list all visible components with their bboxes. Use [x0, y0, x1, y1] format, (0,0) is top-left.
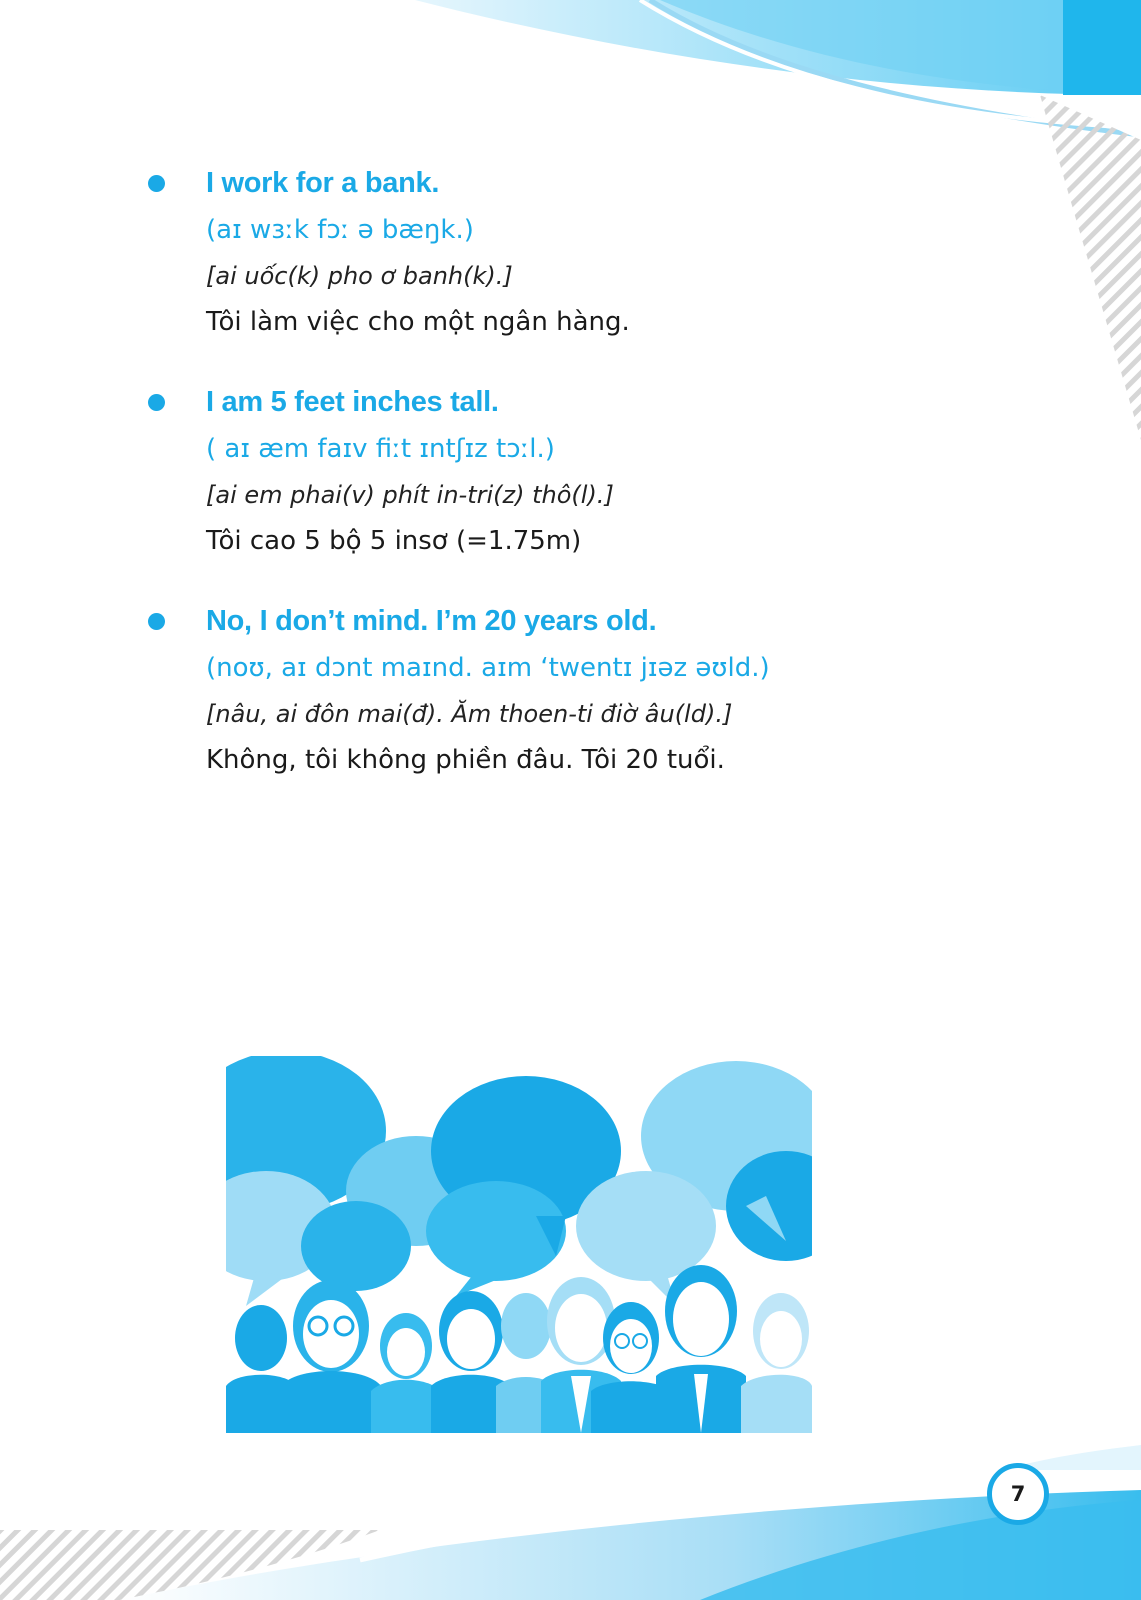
- bullet-icon: [148, 175, 165, 192]
- vietnamese-pronunciation: [ai em phai(v) phít in-tri(z) thô(l).]: [206, 481, 614, 509]
- phrase-list: [140, 160, 940, 817]
- english-phrase: I work for a bank.: [206, 167, 440, 199]
- bullet-icon: [148, 613, 165, 630]
- page-number-badge: [987, 1463, 1049, 1525]
- crowd-speech-bubbles-illustration: [226, 1056, 812, 1433]
- ipa-transcription: (noʊ, aɪ dɔnt maɪnd. aɪm ‘twentɪ jɪəz əʊld.): [206, 653, 770, 683]
- ipa-transcription: ( aɪ æm faɪv fiːt ɪntʃɪz tɔːl.): [206, 434, 555, 464]
- ipa-transcription: (aɪ wɜːk fɔː ə bæŋk.): [206, 215, 474, 245]
- english-phrase: No, I don’t mind. I’m 20 years old.: [206, 605, 657, 637]
- phrase-item: [140, 598, 940, 783]
- english-phrase: I am 5 feet inches tall.: [206, 386, 499, 418]
- vietnamese-meaning: Không, tôi không phiền đâu. Tôi 20 tuổi.: [206, 745, 725, 775]
- vietnamese-pronunciation: [nâu, ai đôn mai(đ). Ăm thoen-ti điờ âu(ld).]: [206, 700, 733, 728]
- vietnamese-meaning: Tôi cao 5 bộ 5 insơ (=1.75m): [206, 526, 582, 556]
- bullet-icon: [148, 394, 165, 411]
- page-number: 7: [1010, 1482, 1026, 1506]
- phrase-item: [140, 160, 940, 345]
- phrase-item: [140, 379, 940, 564]
- vietnamese-meaning: Tôi làm việc cho một ngân hàng.: [206, 307, 630, 337]
- vietnamese-pronunciation: [ai uốc(k) pho ơ banh(k).]: [206, 262, 513, 290]
